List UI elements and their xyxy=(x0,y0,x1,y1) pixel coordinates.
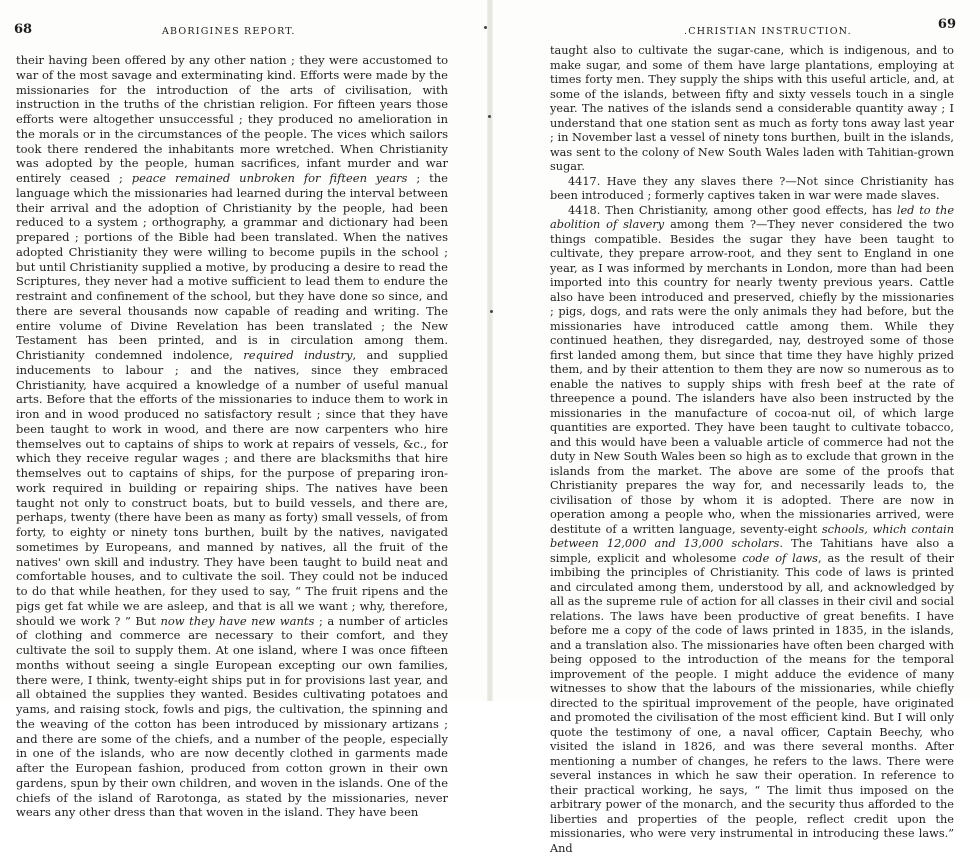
print-speck xyxy=(484,26,487,29)
italic-text: peace remained unbroken for fifteen years xyxy=(132,171,408,185)
italic-text: schools, which contain between 12,000 and 13,000 scholars xyxy=(550,523,954,551)
right-page-header xyxy=(532,22,956,42)
text-run: taught also to cultivate the sugar-cane, which is indigenous, and to make sugar, and some of them have large plantations, employing at times forty men. They supply the ships with this useful article, and, at some of the islands, between fifty and sixty vessels touch in a single year. The natives of the islands send a considerable quantity away ; I understand that one station sent as much as forty tons away last year ; in November last a vessel of ninety tons burthen, built in the islands, was sent to the colony of New South Wales laden with Tahitian-grown sugar. xyxy=(550,44,954,173)
text-run: 4418. Then Christianity, among other good effects, has xyxy=(568,204,897,217)
text-run: their having been offered by any other nation ; they were accustomed to war of the most savage and exterminating kind. Efforts were made by the missionaries for the introduction of the arts of civilisation, with instruction in the truths of the christian religion. For fifteen years those efforts were altogether unsuccessful ; they produced no amelioration in the morals or in the circumstances of the people. The vices which sailors took there rendered the inhabitants more wretched. When Christianity was adopted by the people, human sacrifices, infant murder and war entirely ceased ; xyxy=(16,53,448,185)
text-run: ; the language which the missionaries had learned during the interval between their arrival and the adoption of Christianity by the people, had been reduced to a system ; orthography, a grammar and dictionary had been prepared ; portions of the Bible had been translated. When the natives adopted Christianity they were willing to become pupils in the school ; but until Christianity supplied a motive, by producing a desire to read the Scriptures, they never had a motive sufficient to lead them to endure the restraint and confinement of the school, but they have done so since, and there are several thousands now capable of reading and writing. The entire volume of Divine Revelation has been translated ; the New Testament has been printed, and is in circulation among them. Christianity condemned indolence, xyxy=(16,171,448,362)
text-run: . The Tahitians have also a simple, explicit and wholesome xyxy=(550,537,954,565)
right-running-head: .CHRISTIAN INSTRUCTION. xyxy=(684,26,852,37)
left-page-header xyxy=(14,22,464,42)
text-run: , and supplied inducements to labour ; and the natives, since they embraced Christianity, have acquired a knowledge of a number of useful manual arts. Before that the efforts of the missionaries to induce them to work in iron and in wood produced no satisfactory result ; since that they have been taught to work in wood, and there are now carpenters who hire themselves out to captains of ships to work at repairs of vessels, &c., for which they receive regular wages ; and there are blacksmiths that hire themselves out to captains of ships, for the purpose of preparing iron-work required in building or repairing ships. The natives have been taught not only to construct boats, but to build vessels, and there are, perhaps, twenty (there have been as many as forty) small vessels, of from forty, to eighty or ninety tons burthen, built by the natives, navigated sometimes by Europeans, and manned by natives, all the fruit of the natives' own skill and industry. They have been taught to build neat and comfortable houses, and to cultivate the soil. They could not be induced to do that while heathen, for they used to say, “ The fruit ripens and the pigs get fat while we are asleep, and that is all we want ; why, therefore, should we work ? ” But xyxy=(16,348,448,628)
text-run: ; a number of articles of clothing and commerce are necessary to their comfort, and they cultivate the soil to supply them. At one island, where I was once fifteen months without seeing a single European excepting our own families, there were, I think, twenty-eight ships put in for provisions last year, and all obtained the supplies they wanted. Besides cultivating potatoes and yams, and raising stock, fowls and pigs, the cultivation, the spinning and the weaving of the cotton has been introduced by missionary artizans ; and there are some of the chiefs, and a number of the people, especially in one of the islands, who are now decently clothed in garments made after the European fashion, produced from cotton grown in their own gardens, spun by their own children, and woven in the islands. One of the chiefs of the island of Rarotonga, as stated by the missionaries, never wears any other dress than that woven in the island. They have been xyxy=(16,614,448,820)
print-speck xyxy=(490,310,493,313)
text-run: 4417. Have they any slaves there ?—Not since Christianity has been introduced ; formerly captives taken in war were made slaves. xyxy=(550,175,954,203)
italic-text: code of laws xyxy=(742,552,818,565)
print-speck xyxy=(488,115,491,118)
text-run: , as the result of their imbibing the principles of Christianity. This code of laws is printed and circulated among them, understood by all, and acknowledged by all as the supreme rule of action for all classes in their civil and social relations. The laws have been productive of great benefits. I have before me a copy of the code of laws printed in 1835, in the islands, and a translation also. The missionaries have often been charged with being opposed to the introduction of the means for the temporal improvement of the people. I might adduce the evidence of many witnesses to show that the labours of the missionaries, while chiefly directed to the spiritual improvement of the people, have originated and promoted the civilisation of the most efficient kind. But I will only quote the testimony of one, a naval officer, Captain Beechy, who visited the island in 1826, and was there several months. After mentioning a number of changes, he refers to the laws. There were several instances in which he saw their operation. In reference to their practical working, he says, “ The limit thus imposed on the arbitrary power of the monarch, and the security thus afforded to the liberties and properties of the people, reflect credit upon the missionaries, who were very instrumental in introducing these laws.” And xyxy=(550,552,954,855)
italic-text: now they have new wants xyxy=(160,614,314,628)
left-page-number: 68 xyxy=(14,22,32,37)
paragraph xyxy=(550,175,954,204)
italic-text: led to the abolition of slavery xyxy=(550,204,954,232)
left-page-body xyxy=(16,53,448,820)
left-page xyxy=(0,0,488,701)
right-page-number: 69 xyxy=(938,17,956,32)
left-running-head: ABORIGINES REPORT. xyxy=(162,26,296,37)
text-run: among them ?—They never considered the two things compatible. Besides the sugar they have been taught to cultivate, they prepare arrow-root, and they sent to England in one year, as I was informed by merchants in London, more than had been imported into this country for nearly twenty previous years. Cattle also have been introduced and preserved, chiefly by the missionaries ; pigs, dogs, and rats were the only animals they had before, but the missionaries have introduced cattle among them. While they continued heathen, they disregarded, nay, destroyed some of those first landed among them, but since that time they have highly prized them, and by their attention to them they are now so numerous as to enable the natives to supply ships with fresh beef at the rate of threepence a pound. The islanders have also been instructed by the missionaries in the manufacture of cocoa-nut oil, of which large quantities are exported. They have been taught to cultivate tobacco, and this would have been a valuable article of commerce had not the duty in New South Wales been so high as to exclude that grown in the islands from the market. The above are some of the proofs that Christianity prepares the way for, and necessarily leads to, the civilisation of those by whom it is adopted. There are now in operation among a people who, when the missionaries arrived, were destitute of a written language, seventy-eight xyxy=(550,218,954,536)
right-page-body xyxy=(550,44,954,856)
right-page xyxy=(492,0,980,701)
paragraph xyxy=(550,204,954,856)
italic-text: required industry xyxy=(243,348,352,362)
paragraph xyxy=(16,53,448,820)
paragraph xyxy=(550,44,954,175)
